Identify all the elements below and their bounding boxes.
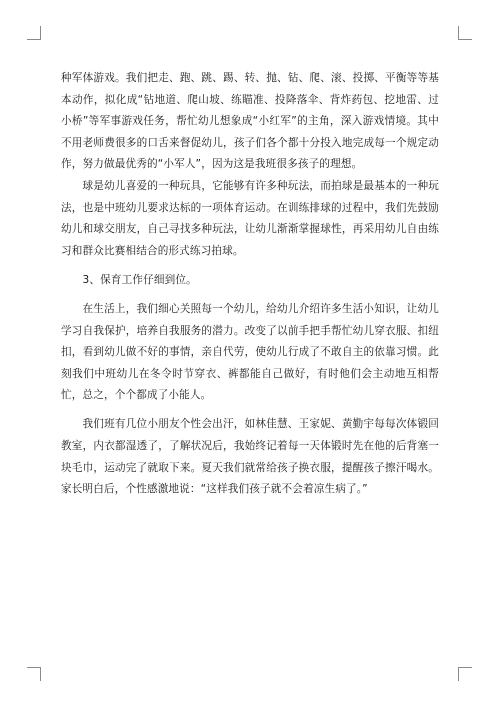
crop-mark-top-left: [27, 26, 41, 40]
paragraph-sweating-children: 我们班有几位小朋友个性会出汗，如林佳慧、王家妮、黄勤宇每每次体锻回教室，内衣都湿透了，了解状况后，我始终记着每一天体锻时先在他的后背塞一块毛巾，运动完了就取下来。夏天我们就常给孩子换衣服，提醒孩子擦汗喝水。家长明白后，个性感激地说：“这样我们孩子就不会着凉生病了。”: [61, 418, 439, 496]
document-body: [61, 68, 439, 501]
section-heading-care-work: 3、保育工作仔细到位。: [82, 273, 197, 286]
crop-mark-bottom-left: [27, 667, 41, 681]
crop-mark-bottom-right: [458, 667, 472, 681]
paragraph-ball-play: 球是幼儿喜爱的一种玩具，它能够有许多种玩法，而拍球是最基本的一种玩法，也是中班幼儿要求达标的一项体育运动。在训练排球的过程中，我们先鼓励幼儿和球交朋友，自己寻找多种玩法，让幼儿渐渐掌握球性，再采用幼儿自由练习和群众比赛相结合的形式练习拍球。: [61, 179, 439, 257]
paragraph-daily-life: 在生活上，我们细心关照每一个幼儿，给幼儿介绍许多生活小知识，让幼儿学习自我保护，培养自我服务的潜力。改变了以前手把手帮忙幼儿穿衣服、扣纽扣，看到幼儿做不好的事情，亲自代劳，使幼儿行成了不敢自主的依靠习惯。此刻我们中班幼儿在冬令时节穿衣、裤都能自己做好，有时他们会主动地互相帮忙，总之，个个都成了小能人。: [61, 302, 439, 402]
paragraph-military-games: 种军体游戏。我们把走、跑、跳、踢、转、抛、钻、爬、滚、投掷、平衡等等基本动作，拟化成“钻地道、爬山坡、练瞄准、投降落伞、背炸药包、挖地雷、过小桥”等军事游戏任务，帮忙幼儿想象成“小红军”的主角，深入游戏情境。其中不用老师费很多的口舌来督促幼儿，孩子们各个都十分投入地完成每一个规定动作，努力做最优秀的“小军人”，因为这是我班很多孩子的理想。: [61, 72, 439, 171]
crop-mark-top-right: [458, 26, 472, 40]
